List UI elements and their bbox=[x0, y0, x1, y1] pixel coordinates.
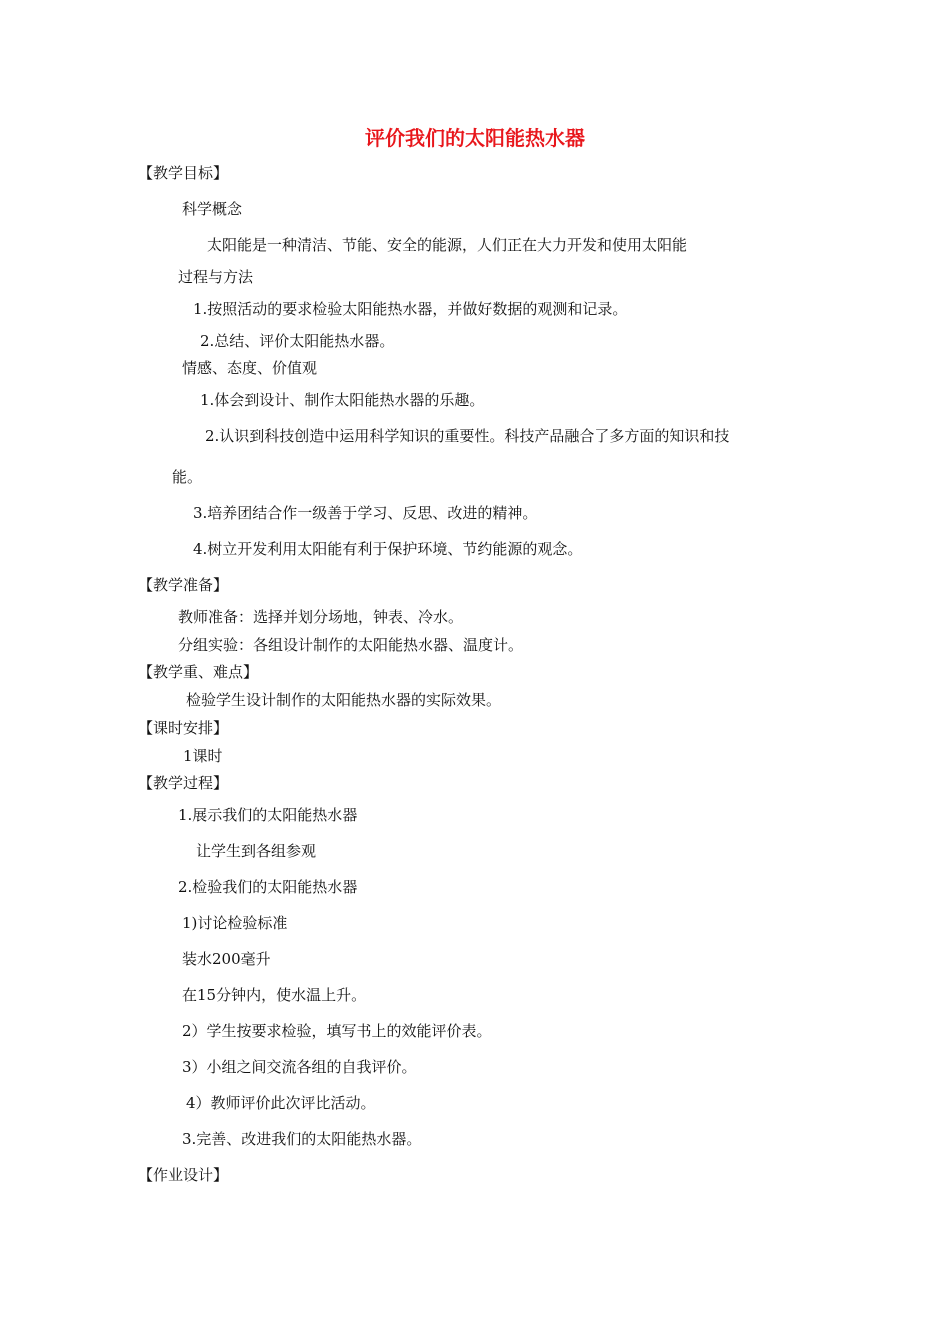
prep-item: 教师准备：选择并划分场地，钟表、冷水。 bbox=[178, 608, 464, 626]
key-text: 检验学生设计制作的太阳能热水器的实际效果。 bbox=[186, 691, 502, 709]
emotion-item: 2.认识到科技创造中运用科学知识的重要性。科技产品融合了多方面的知识和技 bbox=[205, 427, 730, 445]
process-step: 1)讨论检验标准 bbox=[182, 914, 288, 932]
emotion-item: 3.培养团结合作一级善于学习、反思、改进的精神。 bbox=[193, 504, 538, 522]
process-step: 4）教师评价此次评比活动。 bbox=[186, 1094, 376, 1112]
section-heading-goals: 【教学目标】 bbox=[138, 164, 229, 182]
section-heading-homework: 【作业设计】 bbox=[138, 1166, 229, 1184]
process-item: 1.按照活动的要求检验太阳能热水器，并做好数据的观测和记录。 bbox=[193, 300, 628, 318]
emotion-item: 1.体会到设计、制作太阳能热水器的乐趣。 bbox=[200, 391, 485, 409]
process-label: 过程与方法 bbox=[178, 268, 254, 286]
section-heading-key: 【教学重、难点】 bbox=[138, 663, 259, 681]
concept-label: 科学概念 bbox=[182, 200, 243, 218]
process-step: 3.完善、改进我们的太阳能热水器。 bbox=[182, 1130, 422, 1148]
process-step: 2.检验我们的太阳能热水器 bbox=[178, 878, 358, 896]
process-step: 2）学生按要求检验，填写书上的效能评价表。 bbox=[182, 1022, 492, 1040]
process-step: 装水200毫升 bbox=[182, 950, 271, 968]
emotion-label: 情感、态度、价值观 bbox=[182, 359, 318, 377]
emotion-item: 4.树立开发利用太阳能有利于保护环境、节约能源的观念。 bbox=[193, 540, 583, 558]
process-step: 在15分钟内，使水温上升。 bbox=[182, 986, 367, 1004]
process-step: 让学生到各组参观 bbox=[196, 842, 317, 860]
process-step: 1.展示我们的太阳能热水器 bbox=[178, 806, 358, 824]
section-heading-prep: 【教学准备】 bbox=[138, 576, 229, 594]
section-heading-schedule: 【课时安排】 bbox=[138, 719, 229, 737]
schedule-text: 1课时 bbox=[183, 747, 223, 765]
document-title: 评价我们的太阳能热水器 bbox=[365, 126, 585, 150]
concept-text: 太阳能是一种清洁、节能、安全的能源，人们正在大力开发和使用太阳能 bbox=[207, 236, 688, 254]
emotion-item: 能。 bbox=[172, 468, 203, 486]
prep-item: 分组实验：各组设计制作的太阳能热水器、温度计。 bbox=[178, 636, 524, 654]
section-heading-process: 【教学过程】 bbox=[138, 774, 229, 792]
process-item: 2.总结、评价太阳能热水器。 bbox=[200, 332, 395, 350]
process-step: 3）小组之间交流各组的自我评价。 bbox=[182, 1058, 417, 1076]
